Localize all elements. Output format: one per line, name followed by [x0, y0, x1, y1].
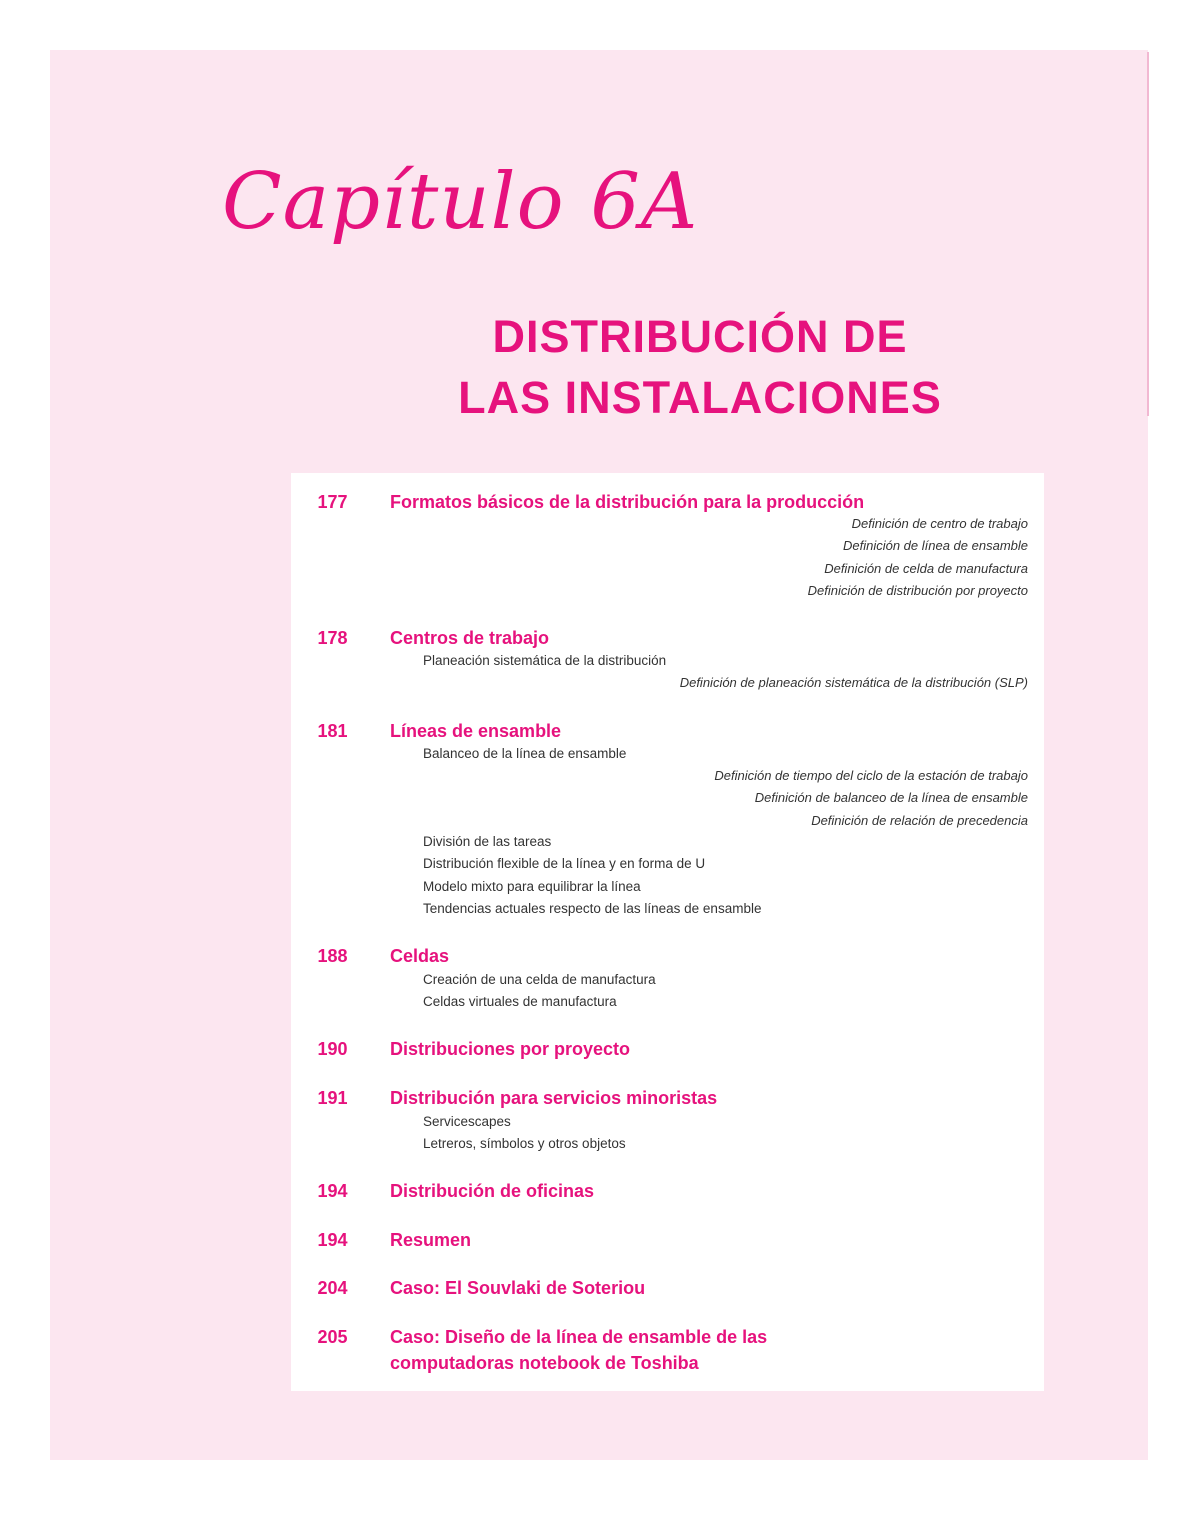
toc-page-number[interactable]: 194 [317, 1181, 348, 1201]
toc-page-number[interactable]: 188 [317, 946, 348, 966]
toc-definition[interactable]: Definición de línea de ensamble [842, 538, 1028, 553]
toc-section-title[interactable]: Líneas de ensamble [390, 721, 562, 741]
toc-page-number[interactable]: 178 [317, 628, 348, 648]
toc-section-title[interactable]: Centros de trabajo [390, 628, 550, 648]
toc-definition[interactable]: Definición de relación de precedencia [811, 813, 1028, 828]
toc-section-title[interactable]: computadoras notebook de Toshiba [390, 1353, 699, 1373]
toc-definition[interactable]: Definición de distribución por proyecto [807, 583, 1028, 598]
toc-section-title[interactable]: Distribuciones por proyecto [390, 1039, 631, 1059]
toc-section-title[interactable]: Caso: Diseño de la línea de ensamble de las [390, 1327, 768, 1347]
toc-definition[interactable]: Definición de centro de trabajo [851, 516, 1028, 531]
chapter-subtitle-line: LAS INSTALACIONES [458, 372, 942, 423]
toc-subtopic[interactable]: División de las tareas [423, 834, 552, 849]
toc-page-number[interactable]: 194 [317, 1230, 348, 1250]
toc-subtopic[interactable]: Distribución flexible de la línea y en forma de U [423, 856, 706, 871]
toc-subtopic[interactable]: Modelo mixto para equilibrar la línea [423, 879, 641, 894]
toc-subtopic[interactable]: Planeación sistemática de la distribución [423, 653, 667, 668]
toc-section-title[interactable]: Caso: El Souvlaki de Soteriou [390, 1278, 646, 1298]
table-of-contents [291, 473, 1044, 1391]
toc-definition[interactable]: Definición de planeación sistemática de la distribución (SLP) [679, 675, 1028, 690]
chapter-title: Capítulo 6A [222, 157, 699, 247]
toc-page-number[interactable]: 204 [317, 1278, 348, 1298]
toc-subtopic[interactable]: Letreros, símbolos y otros objetos [423, 1136, 626, 1151]
chapter-subtitle-line: DISTRIBUCIÓN DE [492, 311, 908, 362]
toc-subtopic[interactable]: Celdas virtuales de manufactura [423, 994, 617, 1009]
toc-page-number[interactable]: 190 [317, 1039, 348, 1059]
toc-page-number[interactable]: 205 [317, 1327, 348, 1347]
toc-section-title[interactable]: Resumen [390, 1230, 472, 1250]
toc-section-title[interactable]: Celdas [390, 946, 450, 966]
toc-subtopic[interactable]: Balanceo de la línea de ensamble [423, 746, 627, 761]
panel-edge-line [1147, 52, 1149, 416]
chapter-subtitle [410, 306, 990, 428]
toc-subtopic[interactable]: Creación de una celda de manufactura [423, 972, 656, 987]
toc-subtopic[interactable]: Tendencias actuales respecto de las líneas de ensamble [423, 901, 762, 916]
toc-definition[interactable]: Definición de tiempo del ciclo de la estación de trabajo [714, 768, 1028, 783]
toc-page-number[interactable]: 181 [317, 721, 348, 741]
toc-definition[interactable]: Definición de balanceo de la línea de ensamble [754, 790, 1028, 805]
toc-page-number[interactable]: 191 [317, 1088, 348, 1108]
toc-section-title[interactable]: Formatos básicos de la distribución para la producción [390, 492, 865, 512]
toc-subtopic[interactable]: Servicescapes [423, 1114, 511, 1129]
toc-section-title[interactable]: Distribución para servicios minoristas [390, 1088, 718, 1108]
toc-section-title[interactable]: Distribución de oficinas [390, 1181, 595, 1201]
toc-definition[interactable]: Definición de celda de manufactura [824, 561, 1028, 576]
toc-page-number[interactable]: 177 [317, 492, 348, 512]
